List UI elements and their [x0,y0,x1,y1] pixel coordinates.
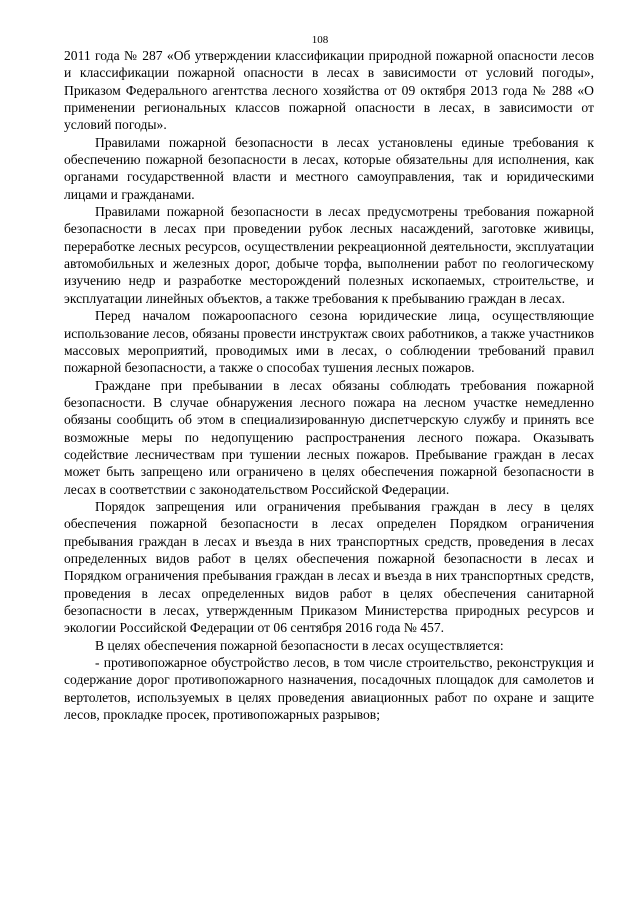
paragraph-fire-safety-requirements: Правилами пожарной безопасности в лесах предусмотрены требования пожарной безопасности в лесах при проведении рубок лесных насаждений, заготовке живицы, переработке лесных ресурсов, осуществлении рекреационной деятельности, эксплуатации автомобильных и железных дорог, добыче торфа, выполнении работ по геологическому изучению недр и разработке месторождений полезных ископаемых, строительстве, и эксплуатации линейных объектов, а также требования к пребыванию граждан в лесах. [64,204,594,306]
page-number: 108 [311,34,329,46]
paragraph-fire-season-briefing: Перед началом пожароопасного сезона юридические лица, осуществляющие использование лесов, обязаны провести инструктаж своих работников, а также участников массовых мероприятий, проводимых ими в лесах, о соблюдении требований правил пожарной безопасности, а также о способах тушения лесных пожаров. [64,308,594,376]
paragraph-continuation: 2011 года № 287 «Об утверждении классификации природной пожарной опасности лесов и классификации пожарной опасности в лесах в зависимости от условий погоды», Приказом Федерального агентства лесного хозяйства от 09 октября 2013 года № 288 «О применении региональных классов пожарной опасности в лесах, в зависимости от условий погоды». [64,48,594,133]
document-body [64,47,594,723]
paragraph-restriction-procedure: Порядок запрещения или ограничения пребывания граждан в лесу в целях обеспечения пожарной безопасности в лесах определен Порядком ограничения пребывания граждан в лесах и въезда в них транспортных средств, проведения в лесах определенных видов работ в целях обеспечения пожарной безопасности в лесах и Порядком ограничения пребывания граждан в лесах и въезда в них транспортных средств, проведения в лесах определенных видов работ в целях обеспечения санитарной безопасности в лесах, утвержденным Приказом Министерства природных ресурсов и экологии Российской Федерации от 06 сентября 2016 года № 457. [64,498,594,636]
paragraph-citizens-obligations: Граждане при пребывании в лесах обязаны соблюдать требования пожарной безопасности. В случае обнаружения лесного пожара на лесном участке немедленно обязаны сообщить об этом в специализированную диспетчерскую службу и принять все возможные меры по недопущению распространения лесного пожара. Оказывать содействие лесничествам при тушении лесных пожаров. Пребывание граждан в лесах может быть запрещено или ограничено в целях обеспечения пожарной безопасности в лесах в соответствии с законодательством Российской Федерации. [64,377,594,497]
paragraph-fire-safety-rules: Правилами пожарной безопасности в лесах установлены единые требования к обеспечению пожарной безопасности в лесах, которые обязательны для исполнения, как органами государственной власти и местного самоуправления, так и юридическими лицами и гражданами. [64,134,594,202]
paragraph-measures-intro: В целях обеспечения пожарной безопасности в лесах осуществляется: [95,637,504,653]
paragraph-measures-list-item: - противопожарное обустройство лесов, в том числе строительство, реконструкция и содержание дорог противопожарного назначения, посадочных площадок для самолетов и вертолетов, используемых в целях проведения авиационных работ по охране и защите лесов, прокладке просек, противопожарных разрывов; [64,655,594,723]
